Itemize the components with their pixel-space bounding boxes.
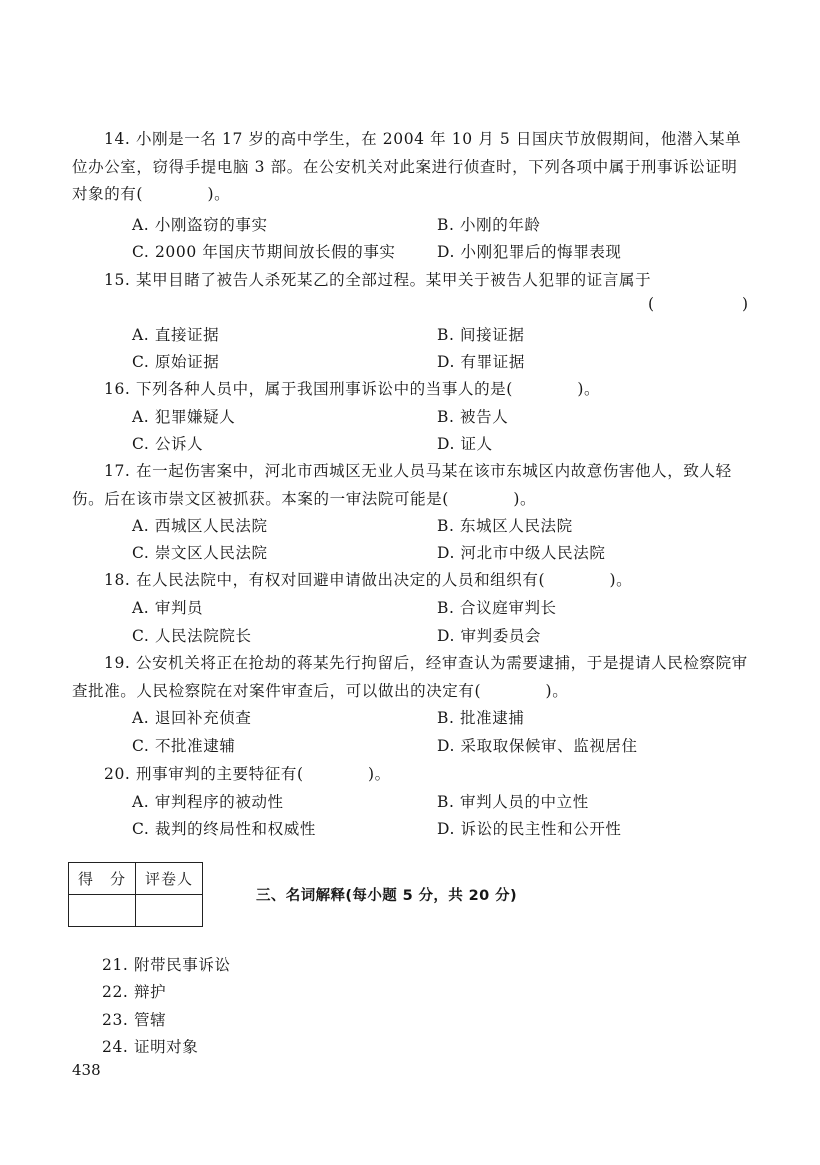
- question-19-option-a: A. 退回补充侦查: [132, 709, 252, 727]
- question-18-stem: 18. 在人民法院中，有权对回避申请做出决定的人员和组织有( )。: [104, 571, 633, 589]
- question-19-option-b: B. 批准逮捕: [437, 709, 525, 727]
- term-22: 22. 辩护: [102, 983, 167, 1001]
- question-15-answer-blank: [648, 295, 748, 313]
- question-14-option-d: D. 小刚犯罪后的悔罪表现: [437, 243, 622, 261]
- question-19-option-c: C. 不批准逮辅: [132, 737, 236, 755]
- question-19-option-d: D. 采取取保候审、监视居住: [437, 737, 638, 755]
- question-17-option-b: B. 东城区人民法院: [437, 517, 573, 535]
- grader-cell: [136, 895, 203, 927]
- question-15-option-c: C. 原始证据: [132, 353, 220, 371]
- question-14-option-c: C. 2000 年国庆节期间放长假的事实: [132, 243, 396, 261]
- term-24: 24. 证明对象: [102, 1038, 199, 1056]
- question-17-option-d: D. 河北市中级人民法院: [437, 544, 606, 562]
- question-14-option-b: B. 小刚的年龄: [437, 216, 541, 234]
- open-paren: (: [648, 295, 655, 313]
- question-16-option-a: A. 犯罪嫌疑人: [132, 408, 236, 426]
- question-20-option-a: A. 审判程序的被动性: [132, 793, 284, 811]
- grader-header: 评卷人: [136, 863, 203, 895]
- question-15-option-a: A. 直接证据: [132, 326, 220, 344]
- question-19-stem: 19. 公安机关将正在抢劫的蒋某先行拘留后，经审查认为需要逮捕，于是提请人民检察院审查批准。人民检察院在对案件审查后，可以做出的决定有( )。: [72, 654, 748, 700]
- page-number: 438: [72, 1061, 101, 1079]
- question-16-option-d: D. 证人: [437, 435, 493, 453]
- question-14-stem: 14. 小刚是一名 17 岁的高中学生，在 2004 年 10 月 5 日国庆节放假期间，他潜入某单位办公室，窃得手提电脑 3 部。在公安机关对此案进行侦查时，下列各项中属于刑事诉讼证明对象的有( )。: [72, 130, 742, 203]
- question-15-stem: 15. 某甲目睹了被告人杀死某乙的全部过程。某甲关于被告人犯罪的证言属于: [104, 271, 652, 289]
- term-21: 21. 附带民事诉讼: [102, 956, 231, 974]
- question-16-stem: 16. 下列各种人员中，属于我国刑事诉讼中的当事人的是( )。: [104, 380, 601, 398]
- close-paren: ): [741, 295, 748, 313]
- question-18-option-c: C. 人民法院院长: [132, 627, 252, 645]
- question-14-option-a: A. 小刚盗窃的事实: [132, 216, 268, 234]
- section-title: 三、名词解释(每小题 5 分，共 20 分): [256, 888, 518, 904]
- question-16-option-b: B. 被告人: [437, 408, 509, 426]
- question-20-option-d: D. 诉讼的民主性和公开性: [437, 820, 622, 838]
- question-17-stem: 17. 在一起伤害案中，河北市西城区无业人员马某在该市东城区内故意伤害他人，致人轻伤。后在该市崇文区被抓获。本案的一审法院可能是( )。: [72, 462, 732, 508]
- question-16-option-c: C. 公诉人: [132, 435, 204, 453]
- term-23: 23. 管辖: [102, 1011, 167, 1029]
- question-20-stem: 20. 刑事审判的主要特征有( )。: [104, 765, 391, 783]
- question-18-option-d: D. 审判委员会: [437, 627, 542, 645]
- question-17-option-a: A. 西城区人民法院: [132, 517, 268, 535]
- question-18-option-a: A. 审判员: [132, 599, 204, 617]
- question-15-option-b: B. 间接证据: [437, 326, 525, 344]
- score-box: [68, 862, 203, 927]
- question-18-option-b: B. 合议庭审判长: [437, 599, 557, 617]
- question-20-option-b: B. 审判人员的中立性: [437, 793, 589, 811]
- question-15-option-d: D. 有罪证据: [437, 353, 525, 371]
- question-20-option-c: C. 裁判的终局性和权威性: [132, 820, 316, 838]
- score-header: 得 分: [69, 863, 136, 895]
- score-cell: [69, 895, 136, 927]
- question-17-option-c: C. 崇文区人民法院: [132, 544, 268, 562]
